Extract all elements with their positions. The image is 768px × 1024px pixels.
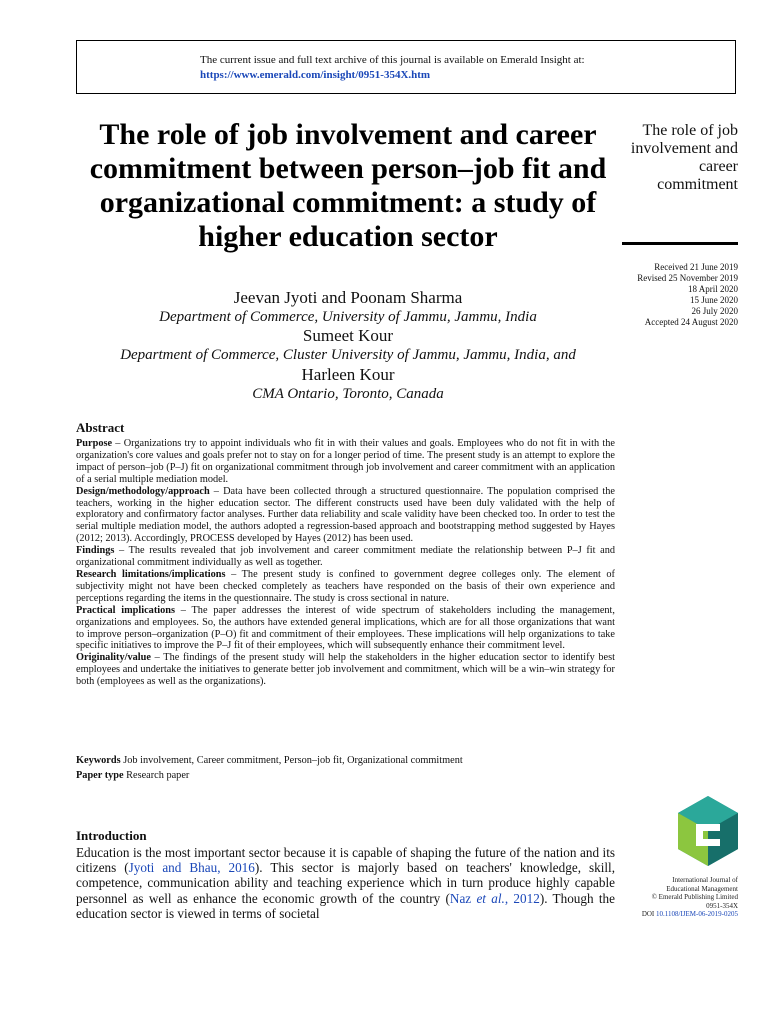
citation-naz-year: , 2012 (504, 890, 540, 906)
limitations-text: – The present study is confined to government degree colleges only. The element of subjectivity might not have been checked completely as teachers have responded on the basis of their own experience and perceptions regarding the items in the questionnaire. The study is cross sectional in nature. (76, 568, 615, 604)
affiliation-2: Department of Commerce, Cluster University of Jammu, Jammu, India, and (120, 347, 576, 363)
journal-info (600, 876, 738, 919)
journal-name-line-1: International Journal of (672, 876, 738, 884)
findings-label: Findings (76, 545, 115, 557)
paper-type-line (76, 770, 189, 781)
originality-label: Originality/value (76, 652, 151, 664)
running-head-rule (622, 242, 738, 245)
doi-link[interactable]: 10.1108/IJEM-06-2019-0205 (656, 910, 738, 918)
author-group-2: Sumeet Kour (302, 326, 394, 345)
author-group-3: Harleen Kour (301, 365, 395, 384)
abstract-design (76, 486, 615, 546)
intro-text-2: ). This sector is majorly based on teachers' knowledge, skill, competence, communication ability and teaching experience which in turn produce highly capable personnel as well as enhance the economic growth of the country ( (76, 860, 616, 906)
abstract-practical (76, 605, 615, 653)
abstract-heading: Abstract (76, 420, 125, 435)
affiliation-1: Department of Commerce, University of Jammu, Jammu, India (159, 309, 537, 325)
accepted-date: Accepted 24 August 2020 (644, 317, 738, 327)
archive-notice-text: The current issue and full text archive of this journal is available on Emerald Insight at: (200, 54, 585, 66)
citation-naz[interactable] (450, 891, 540, 906)
revised-date-3: 15 June 2020 (690, 295, 738, 305)
copyright-line: © Emerald Publishing Limited (651, 893, 738, 901)
submission-dates (600, 262, 738, 328)
abstract-purpose (76, 438, 615, 486)
author-group-1: Jeevan Jyoti and Poonam Sharma (233, 288, 463, 307)
purpose-text: – Organizations try to appoint individuals who fit in with their values and goals. Employees who do not fit in with the organization's core values and goals prefer not to stay on for a longer period of time. The present study is an attempt to explore the impact of person–job (P–J) fit on organizational commitment through job involvement and career commitment with an application of a serial multiple mediation model. (76, 438, 615, 485)
practical-label: Practical implications (76, 604, 175, 616)
introduction-paragraph (76, 845, 615, 921)
intro-text-1: Education is the most important sector because it is capable of shaping the future of the nation and its citizens ( (76, 845, 615, 876)
paper-type-label: Paper type (76, 770, 124, 781)
keywords-line (76, 755, 463, 766)
introduction-body (76, 845, 615, 921)
issn-line: 0951-354X (706, 901, 738, 910)
affiliation-3: CMA Ontario, Toronto, Canada (252, 386, 444, 402)
keywords-text: Job involvement, Career commitment, Person–job fit, Organizational commitment (120, 755, 463, 766)
practical-text: – The paper addresses the interest of wide spectrum of stakeholders including the management, organizations and employees. So, the authors have extended general implications, which are for all those organizations that want to improve person–organization (P–O) fit and commitment of their employees. These implications will help organizations to take specific initiatives to improve the P–J fit of their employees, which will subsequently enhance their commitment level. (76, 604, 615, 652)
revised-date: Revised 25 November 2019 (637, 273, 738, 283)
purpose-label: Purpose (76, 438, 113, 449)
revised-date-2: 18 April 2020 (687, 284, 738, 294)
abstract-body (76, 438, 615, 688)
design-label: Design/methodology/approach (76, 485, 210, 497)
abstract-originality (76, 652, 615, 688)
abstract-limitations (76, 569, 615, 605)
originality-text: – The findings of the present study will help the stakeholders in the higher education sector to identify best employees and undertake the initiatives to generate better job involvement and commitment, which will be a win–win strategy for both (employees as well as the organizations). (76, 652, 615, 688)
citation-naz-etal: et al. (476, 890, 505, 906)
abstract-findings (76, 545, 615, 569)
archive-notice-box (76, 40, 736, 94)
paper-title: The role of job involvement and career commitment between person–job fit and organizational commitment: a study of higher education sector (89, 118, 607, 253)
revised-date-4: 26 July 2020 (691, 306, 738, 316)
introduction-heading: Introduction (76, 828, 147, 843)
journal-name-line-2: Educational Management (666, 884, 738, 893)
emerald-publishing-logo-icon (676, 794, 740, 868)
intro-text-3: ). Though the education sector is viewed in terms of societal (76, 890, 615, 921)
running-head: The role of job involvement and career commitment (630, 122, 738, 193)
doi-label: DOI (641, 910, 657, 918)
doi-line (600, 910, 738, 919)
citation-jyoti-bhau[interactable]: Jyoti and Bhau, 2016 (128, 860, 255, 876)
design-text: – Data have been collected through a structured questionnaire. The population comprised the teachers, working in the higher education sector. The different constructs used have been duly validated with the help of exploratory and confirmatory factor analyses. Further data reliability and scale validity have been checked too. In order to test the serial multiple mediation model, the authors adopted a regression-based approach and bootstrapping method suggested by Hayes (2012; 2013). Accordingly, PROCESS developed by Hayes (2012) has been used. (76, 485, 615, 545)
keywords-label: Keywords (76, 755, 121, 766)
paper-type-text: Research paper (123, 770, 190, 781)
received-date: Received 21 June 2019 (654, 262, 738, 272)
findings-text: – The results revealed that job involvement and career commitment mediate the relationship between P–J fit and organizational commitment individually as well as together. (76, 545, 615, 569)
citation-naz-author: Naz (449, 890, 477, 906)
limitations-label: Research limitations/implications (76, 568, 226, 580)
archive-url-link[interactable]: https://www.emerald.com/insight/0951-354X.htm (200, 69, 431, 81)
